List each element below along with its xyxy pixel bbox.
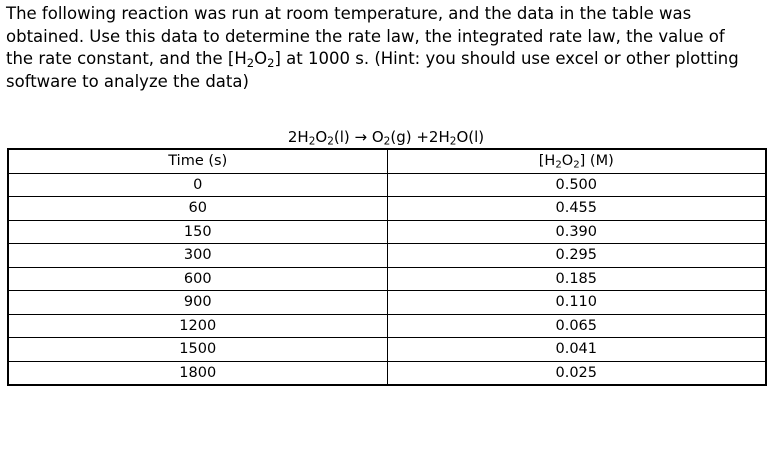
prompt-line-3-sub1: 2 [246, 55, 255, 70]
cell-concentration: 0.185 [387, 267, 766, 291]
table-row [8, 338, 766, 362]
cell-concentration: 0.390 [387, 220, 766, 244]
eq-part-3: (l) → O [333, 128, 384, 146]
cell-time: 1500 [8, 338, 387, 362]
header-conc-c: ] (M) [579, 153, 614, 170]
header-time: Time (s) [8, 149, 387, 173]
table-row [8, 291, 766, 315]
kinetics-data-table [7, 148, 767, 386]
cell-time: 1200 [8, 314, 387, 338]
eq-part-5: O(l) [456, 128, 485, 146]
header-concentration [387, 149, 766, 173]
table-row [8, 314, 766, 338]
table-row [8, 173, 766, 197]
cell-concentration: 0.041 [387, 338, 766, 362]
cell-time: 600 [8, 267, 387, 291]
table-header-row [8, 149, 766, 173]
prompt-line-3-sub2: 2 [267, 55, 275, 70]
cell-concentration: 0.455 [387, 197, 766, 221]
eq-sub-1: 2 [308, 135, 316, 148]
prompt-line-1: The following reaction was run at room temperature, and the data in the table was [6, 4, 692, 23]
cell-concentration: 0.295 [387, 244, 766, 268]
reaction-equation [0, 127, 772, 147]
eq-sub-4: 2 [449, 135, 457, 148]
eq-sub-3: 2 [383, 135, 391, 148]
cell-time: 1800 [8, 361, 387, 385]
eq-part-2: O [315, 128, 328, 146]
cell-concentration: 0.065 [387, 314, 766, 338]
eq-part-1: 2H [287, 128, 309, 146]
prompt-line-4: software to analyze the data) [6, 71, 249, 91]
cell-time: 150 [8, 220, 387, 244]
cell-time: 60 [8, 197, 387, 221]
table-row [8, 244, 766, 268]
eq-part-4: (g) +2H [390, 128, 450, 146]
table-row [8, 361, 766, 385]
header-conc-sub1: 2 [555, 159, 562, 171]
eq-sub-2: 2 [327, 135, 334, 148]
cell-time: 900 [8, 291, 387, 315]
cell-time: 300 [8, 244, 387, 268]
problem-statement [6, 3, 766, 93]
prompt-line-3c: ] at 1000 s. (Hint: you should use excel or other plotting [274, 49, 739, 68]
header-conc-sub2: 2 [573, 159, 580, 171]
prompt-line-3a: the rate constant, and the [H [6, 49, 247, 68]
cell-concentration: 0.110 [387, 291, 766, 315]
prompt-line-3b: O [254, 49, 268, 68]
table-row [8, 267, 766, 291]
table-row [8, 220, 766, 244]
cell-time: 0 [8, 173, 387, 197]
table-row [8, 197, 766, 221]
header-conc-a: [H [538, 153, 556, 170]
cell-concentration: 0.025 [387, 361, 766, 385]
cell-concentration: 0.500 [387, 173, 766, 197]
header-conc-b: O [561, 153, 574, 170]
prompt-line-2: obtained. Use this data to determine the rate law, the integrated rate law, the value of [6, 26, 725, 46]
